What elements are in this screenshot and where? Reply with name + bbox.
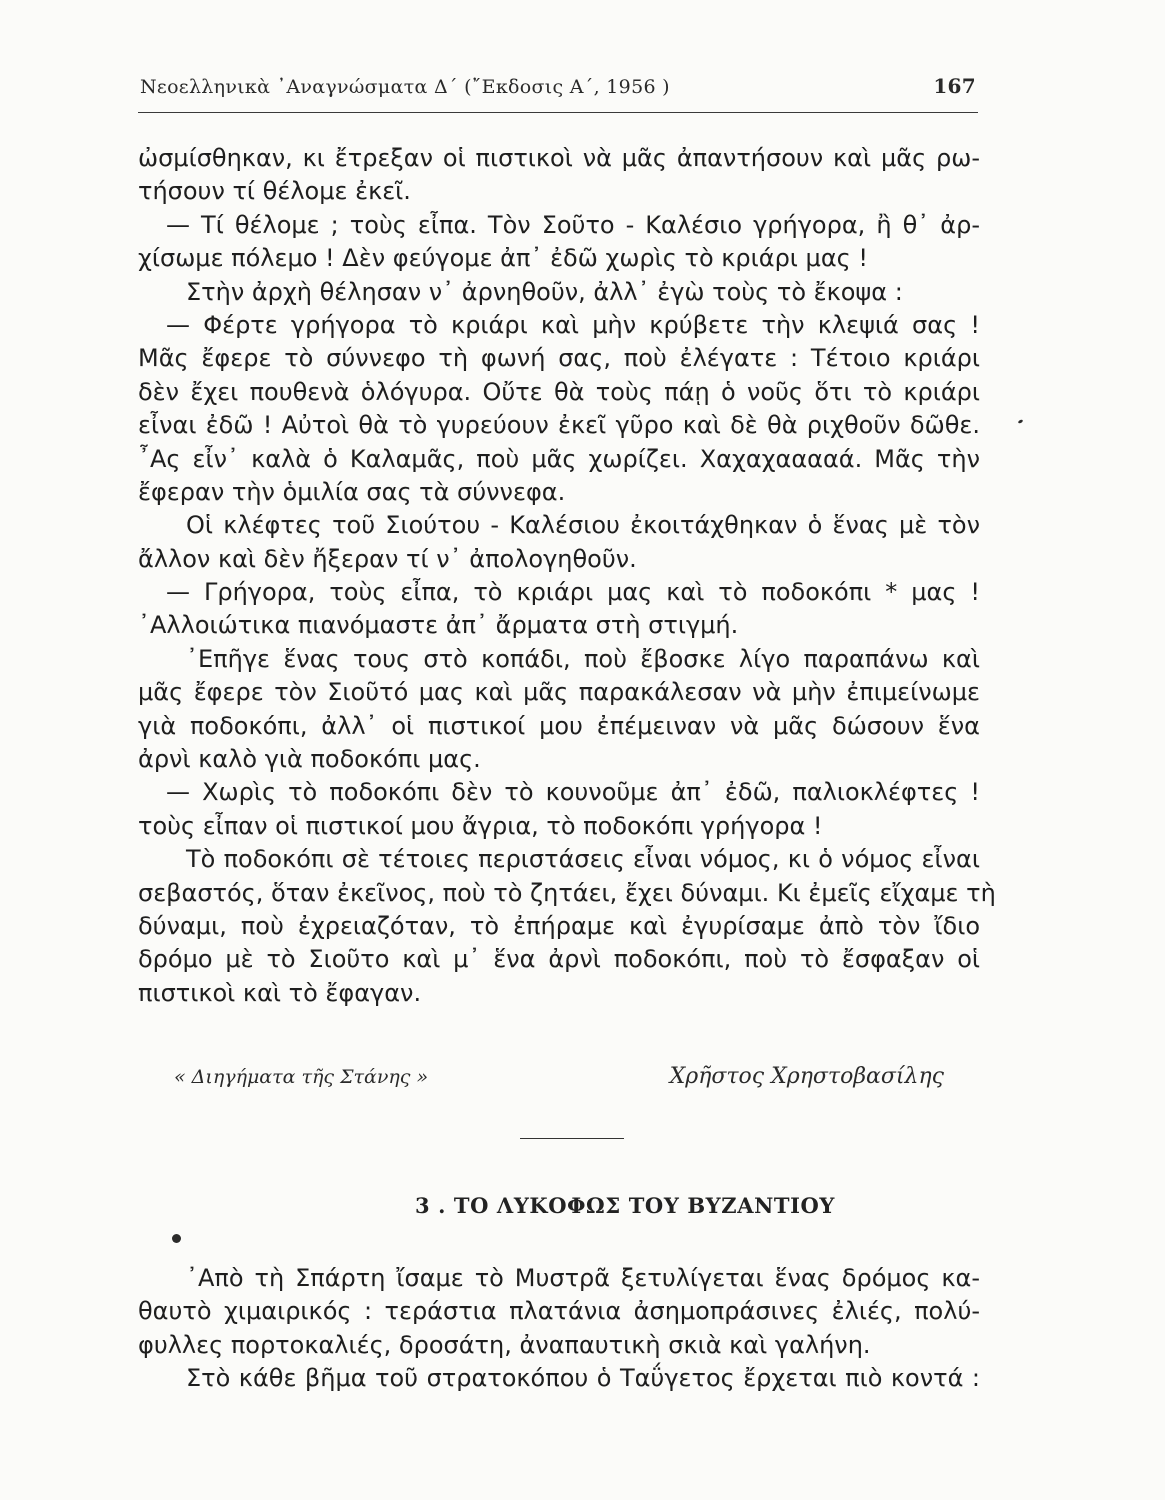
print-speck (1018, 419, 1024, 424)
attribution (174, 1066, 944, 1094)
text-line: Οἱ κλέφτες τοῦ Σιούτου - Καλέσιου ἐκοιτάχθηκαν ὁ ἕνας μὲ τὸν (186, 511, 980, 540)
text-line: — Φέρτε γρήγορα τὸ κριάρι καὶ μὴν κρύβετε τὴν κλεψιά σας ! (166, 310, 980, 339)
text-line: ᾿Επῆγε ἕνας τους στὸ κοπάδι, ποὺ ἔβοσκε λίγο παραπάνω καὶ (186, 644, 980, 673)
attribution-source: « Διηγήματα τῆς Στάνης » (174, 1066, 429, 1088)
text-line: σεβαστός, ὅταν ἐκεῖνος, ποὺ τὸ ζητάει, ἔχει δύναμι. Κι ἐμεῖς εἴχαμε τὴ (138, 878, 996, 907)
text-line: θαυτὸ χιμαιρικός : τεράστια πλατάνια ἀσημοπράσινες ἐλιές, πολύ- (138, 1297, 980, 1326)
text-line: γιὰ ποδοκόπι, ἀλλ᾿ οἱ πιστικοί μου ἐπέμειναν νὰ μᾶς δώσουν ἕνα (138, 711, 980, 740)
text-line: μᾶς ἔφερε τὸν Σιοῦτό μας καὶ μᾶς παρακάλεσαν νὰ μὴν ἐπιμείνωμε (138, 678, 980, 707)
print-speck (172, 1234, 181, 1243)
text-line: Στὴν ἀρχὴ θέλησαν ν᾿ ἀρνηθοῦν, ἀλλ᾿ ἐγὼ τοὺς τὸ ἔκοψα : (186, 277, 903, 306)
page-number: 167 (933, 74, 976, 98)
text-line: τοὺς εἶπαν οἱ πιστικοί μου ἄγρια, τὸ ποδοκόπι γρήγορα ! (138, 811, 823, 840)
header-rule (138, 112, 978, 113)
text-line: ῏Ας εἶν᾿ καλὰ ὁ Καλαμᾶς, ποὺ μᾶς χωρίζει. Χαχαχααααά. Μᾶς τὴν (138, 444, 980, 473)
text-line: ᾿Απὸ τὴ Σπάρτη ἴσαμε τὸ Μυστρᾶ ξετυλίγεται ἕνας δρόμος κα- (186, 1264, 980, 1292)
text-line: — Τί θέλομε ; τοὺς εἶπα. Τὸν Σοῦτο - Καλέσιο γρήγορα, ἢ θ᾿ ἀρ- (166, 210, 980, 239)
section-title (0, 1193, 1120, 1218)
story-text (138, 142, 996, 1010)
text-line: εἶναι ἐδῶ ! Αὐτοὶ θὰ τὸ γυρεύουν ἐκεῖ γῦρο καὶ δὲ θὰ ριχθοῦν δῶθε. (138, 411, 980, 440)
text-line: δρόμο μὲ τὸ Σιοῦτο καὶ μ᾿ ἕνα ἀρνὶ ποδοκόπι, ποὺ τὸ ἔσφαξαν οἱ (138, 945, 980, 974)
text-line: ἀρνὶ καλὸ γιὰ ποδοκόπι μας. (138, 745, 481, 774)
text-line: τήσουν τί θέλομε ἐκεῖ. (138, 177, 411, 206)
attribution-author: Χρῆστος Χρηστοβασίλης (669, 1064, 944, 1089)
section-title-text: 3 . ΤΟ ΛΥΚΟΦΩΣ ΤΟΥ ΒΥΖΑΝΤΙΟΥ (414, 1193, 836, 1218)
running-head (140, 76, 978, 106)
text-line: δὲν ἔχει πουθενὰ ὁλόγυρα. Οὔτε θὰ τοὺς πάῃ ὁ νοῦς ὅτι τὸ κριάρι (138, 377, 980, 406)
text-line: Τὸ ποδοκόπι σὲ τέτοιες περιστάσεις εἶναι νόμος, κι ὁ νόμος εἶναι (186, 845, 980, 874)
text-line: ᾿Αλλοιώτικα πιανόμαστε ἀπ᾿ ἄρματα στὴ στιγμή. (138, 611, 739, 640)
section-separator (520, 1138, 624, 1139)
running-head-title: Νεοελληνικὰ ᾿Αναγνώσματα Δ΄ (῎Εκδοσις Α΄, 1956 ) (140, 76, 670, 98)
text-line: φυλλες πορτοκαλιές, δροσάτη, ἀναπαυτικὴ σκιὰ καὶ γαλήνη. (138, 1330, 871, 1359)
text-line: πιστικοὶ καὶ τὸ ἔφαγαν. (138, 978, 422, 1007)
text-line: Μᾶς ἔφερε τὸ σύννεφο τὴ φωνή σας, ποὺ ἐλέγατε : Τέτοιο κριάρι (138, 344, 980, 373)
text-line: — Χωρὶς τὸ ποδοκόπι δὲν τὸ κουνοῦμε ἀπ᾿ ἐδῶ, παλιοκλέφτες ! (166, 778, 980, 807)
text-line: δύναμι, ποὺ ἐχρειαζόταν, τὸ ἐπήραμε καὶ ἐγυρίσαμε ἀπὸ τὸν ἴδιο (138, 911, 980, 940)
text-line: ἔφεραν τὴν ὁμιλία σας τὰ σύννεφα. (138, 477, 566, 506)
text-line: ἄλλον καὶ δὲν ἤξεραν τί ν᾿ ἀπολογηθοῦν. (138, 544, 637, 573)
text-line: ὠσμίσθηκαν, κι ἔτρεξαν οἱ πιστικοὶ νὰ μᾶς ἀπαντήσουν καὶ μᾶς ρω- (138, 144, 980, 172)
text-line: — Γρήγορα, τοὺς εἶπα, τὸ κριάρι μας καὶ τὸ ποδοκόπι * μας ! (166, 578, 980, 607)
section-text (138, 1262, 980, 1396)
text-line: χίσωμε πόλεμο ! Δὲν φεύγομε ἀπ᾿ ἐδῶ χωρὶς τὸ κριάρι μας ! (138, 244, 868, 273)
text-line: Στὸ κάθε βῆμα τοῦ στρατοκόπου ὁ Ταΰγετος ἔρχεται πιὸ κοντά : (186, 1364, 980, 1393)
